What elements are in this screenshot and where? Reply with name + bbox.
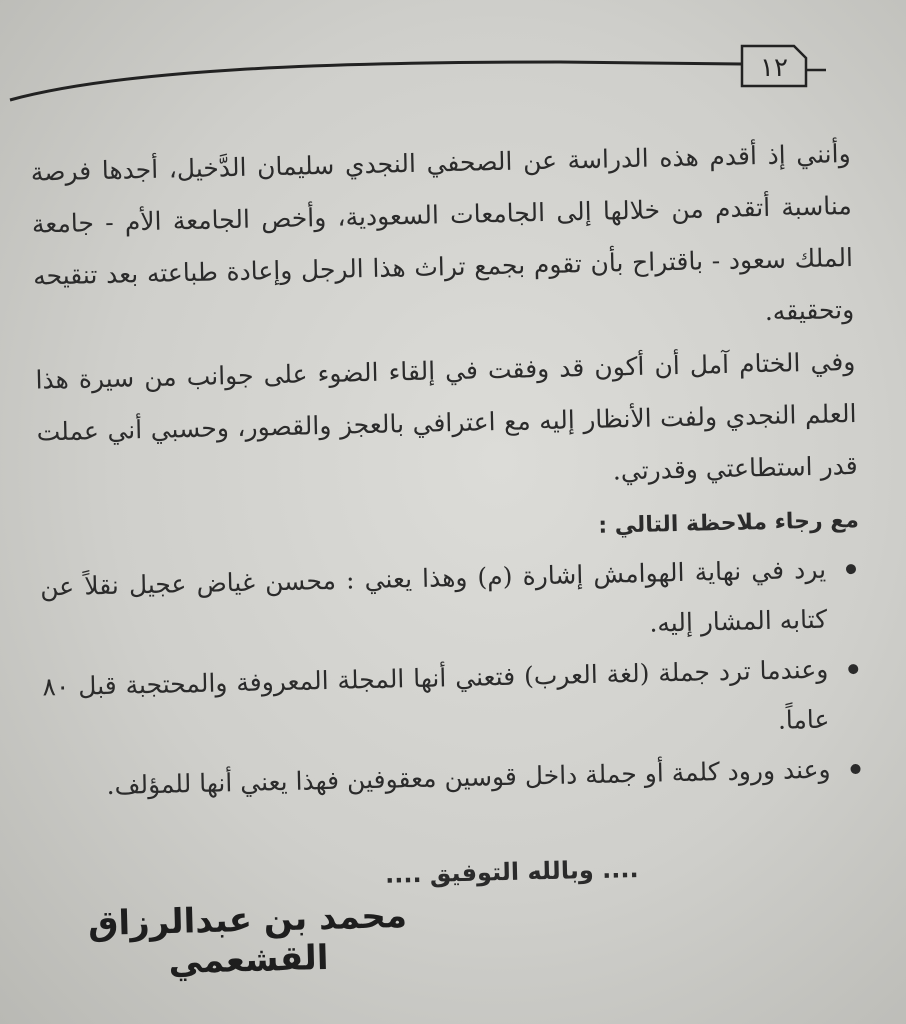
list-item [40,544,862,663]
closing-line: .... وبالله التوفيق .... [384,854,639,889]
list-item [42,644,864,763]
note-text: وعندما ترد جملة (لغة العرب) فتعني أنها المجلة المعروفة والمحتجبة قبل ٨٠ عاماً. [42,654,830,735]
paragraph-intro: وأنني إذ أقدم هذه الدراسة عن الصحفي النجدي سليمان الدَّخيل، أجدها فرصة مناسبة أتقدم من خلالها إلى الجامعات السعودية، وأخص الجامعة الأم - جامعة الملك سعود - باقتراح بأن تقوم بجمع تراث هذا الرجل وإعادة طباعته بعد تنقيحه وتحقيقه. [30,138,855,326]
page-number: ١٢ [760,53,788,83]
bullet-icon [850,764,860,774]
page-body [30,128,867,908]
bullet-icon [848,664,858,674]
bullet-icon [846,564,856,574]
author-signature: محمد بن عبدالرزاق القشعمي [87,895,408,983]
notes-title: مع رجاء ملاحظة التالي : [598,507,860,539]
note-text: وعند ورود كلمة أو جملة داخل قوسين معقوفين فهذا يعني أنها للمؤلف. [106,754,831,801]
paragraph-conclusion: وفي الختام آمل أن أكون قد وفقت في إلقاء الضوء على جوانب من سيرة هذا العلم النجدي ولفت الأنظار إليه مع اعترافي بالعجز والقصور، وحسبي أني عملت قدر استطاعتي وقدرتي. [35,346,858,486]
notes-list [40,544,865,813]
note-text: يرد في نهاية الهوامش إشارة (م) وهذا يعني : محسن غياض عجيل نقلاً عن كتابه المشار إليه. [39,554,828,638]
